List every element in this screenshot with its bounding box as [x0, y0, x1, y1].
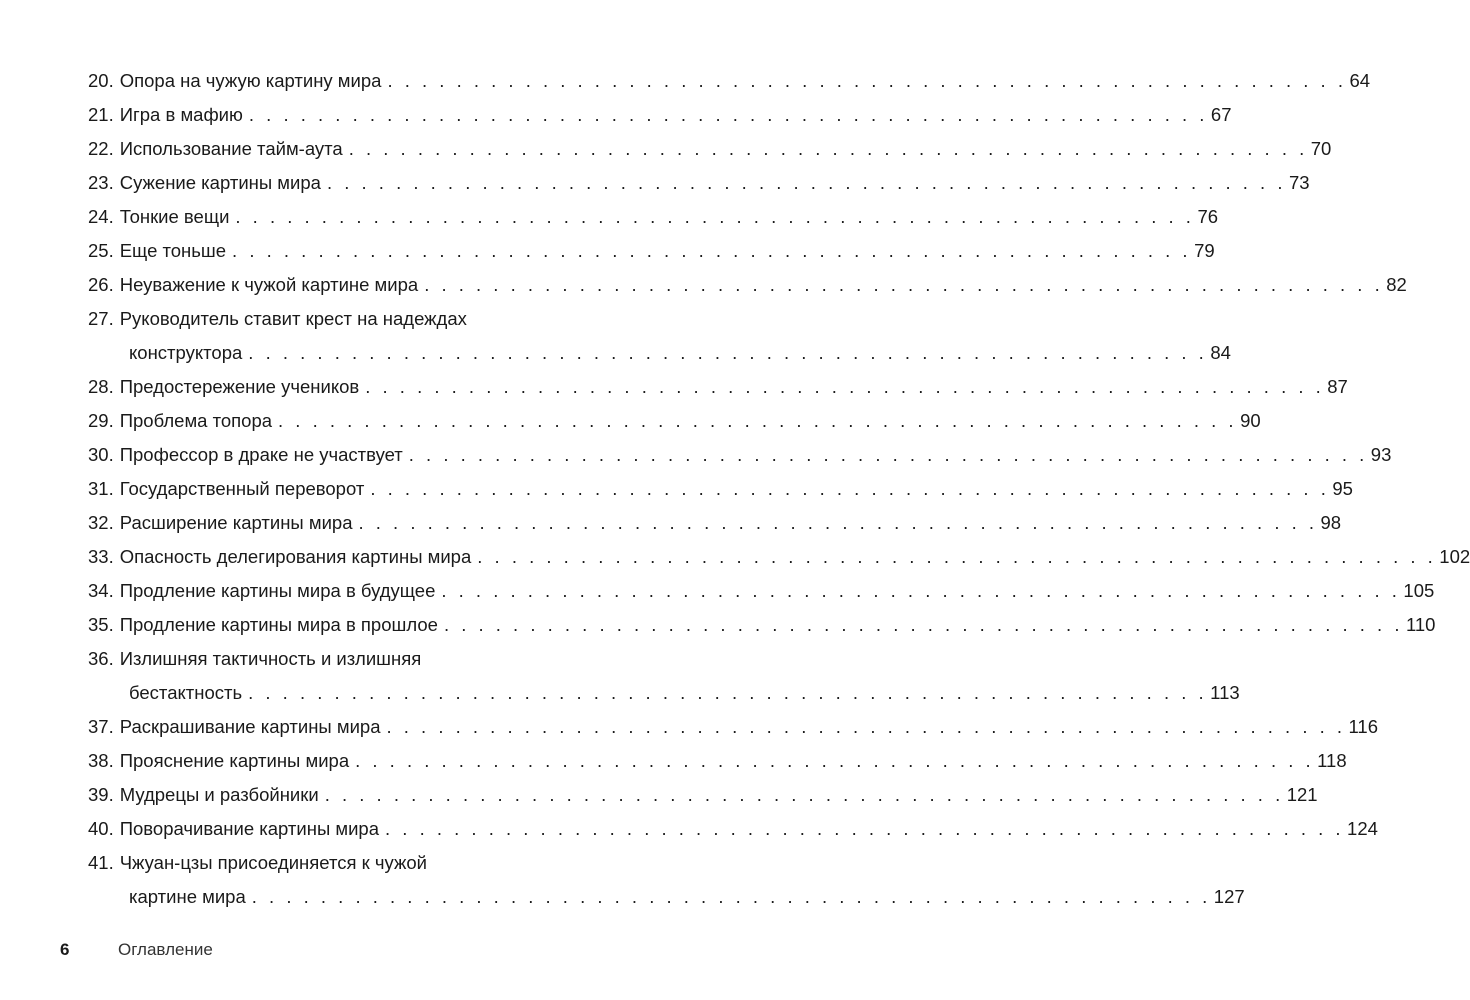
toc-entry-page: 110 [1405, 614, 1436, 635]
toc-entry-number: 26. [88, 274, 114, 295]
toc-entry-page: 90 [1240, 410, 1261, 431]
toc-entry-number: 37. [88, 716, 114, 737]
toc-entry-number: 32. [88, 512, 114, 533]
toc-entry-title: Тонкие вещи [119, 206, 230, 227]
toc-entry-page: 116 [1348, 716, 1379, 737]
toc-entry-number: 22. [88, 138, 114, 159]
dot-leader: . . . . . . . . . . . . . . . . . . . . . . . . . . . . . . . . . . . . . . . . . . . . . . . . . . . . . . . . [324, 784, 1284, 805]
toc-entry-title: Руководитель ставит крест на надеждах [119, 308, 467, 329]
toc-entry-number: 28. [88, 376, 114, 397]
toc-entry-page: 95 [1332, 478, 1353, 499]
footer-section-name: Оглавление [118, 940, 213, 959]
toc-entry [88, 608, 1436, 642]
toc-entry [88, 268, 1407, 302]
dot-leader: . . . . . . . . . . . . . . . . . . . . . . . . . . . . . . . . . . . . . . . . . . . . . . . . . . . . . . . . [248, 104, 1208, 125]
toc-entry-number: 27. [88, 308, 114, 329]
toc-entry-title: Раскрашивание картины мира [119, 716, 381, 737]
toc-entry-number: 34. [88, 580, 114, 601]
toc-entry-title: бестактность [129, 682, 243, 703]
toc-entry-title: Использование тайм-аута [119, 138, 343, 159]
toc-entry [88, 778, 1318, 812]
toc-entry-number: 31. [88, 478, 114, 499]
toc-entry-number: 25. [88, 240, 114, 261]
toc-entry-number: 35. [88, 614, 114, 635]
toc-entry-page: 124 [1347, 818, 1378, 839]
dot-leader: . . . . . . . . . . . . . . . . . . . . . . . . . . . . . . . . . . . . . . . . . . . . . . . . . . . . . . . . [370, 478, 1330, 499]
toc-entry-page: 84 [1210, 342, 1231, 363]
dot-leader: . . . . . . . . . . . . . . . . . . . . . . . . . . . . . . . . . . . . . . . . . . . . . . . . . . . . . . . . [326, 172, 1286, 193]
toc-entry-title: Поворачивание картины мира [119, 818, 380, 839]
toc-entry-number: 20. [88, 70, 114, 91]
toc-entry [88, 98, 1232, 132]
toc-entry-number: 23. [88, 172, 114, 193]
dot-leader: . . . . . . . . . . . . . . . . . . . . . . . . . . . . . . . . . . . . . . . . . . . . . . . . . . . . . . . . [385, 818, 1345, 839]
dot-leader: . . . . . . . . . . . . . . . . . . . . . . . . . . . . . . . . . . . . . . . . . . . . . . . . . . . . . . . . [424, 274, 1384, 295]
toc-entry-title: Продление картины мира в будущее [119, 580, 436, 601]
toc-entry-number: 38. [88, 750, 114, 771]
toc-entry-title: Продление картины мира в прошлое [119, 614, 438, 635]
toc-entry-title: конструктора [129, 342, 243, 363]
toc-entry [88, 370, 1348, 404]
toc-entry-page: 70 [1310, 138, 1332, 159]
dot-leader: . . . . . . . . . . . . . . . . . . . . . . . . . . . . . . . . . . . . . . . . . . . . . . . . . . . . . . . . [278, 410, 1238, 431]
toc-entry-title: Сужение картины мира [119, 172, 321, 193]
toc-entry-number: 24. [88, 206, 114, 227]
toc-entry-title: Опора на чужую картину мира [119, 70, 382, 91]
toc-entry [88, 846, 1245, 914]
toc-entry [88, 710, 1379, 744]
toc-entry-title: Проблема топора [119, 410, 273, 431]
toc-entry [88, 200, 1219, 234]
toc-entry-title: Опасность делегирования картины мира [119, 546, 472, 567]
dot-leader: . . . . . . . . . . . . . . . . . . . . . . . . . . . . . . . . . . . . . . . . . . . . . . . . . . . . . . . . [443, 614, 1403, 635]
toc-entry-page: 121 [1286, 784, 1318, 805]
toc-entry [88, 302, 1231, 370]
toc-entry [88, 438, 1392, 472]
dot-leader: . . . . . . . . . . . . . . . . . . . . . . . . . . . . . . . . . . . . . . . . . . . . . . . . . . . . . . . . [232, 240, 1192, 261]
toc-entry-number: 40. [88, 818, 114, 839]
toc-entry-title: Игра в мафию [119, 104, 243, 125]
toc-entry-page: 113 [1210, 682, 1240, 703]
toc-entry-page: 67 [1210, 104, 1232, 125]
toc-entry-page: 93 [1370, 444, 1392, 465]
toc-entry [88, 812, 1378, 846]
toc-entry [88, 404, 1261, 438]
dot-leader: . . . . . . . . . . . . . . . . . . . . . . . . . . . . . . . . . . . . . . . . . . . . . . . . . . . . . . . . [235, 206, 1195, 227]
toc-entry-page: 82 [1386, 274, 1407, 295]
toc-entry-page: 64 [1349, 70, 1371, 91]
toc-entry [88, 472, 1353, 506]
toc-entry [88, 234, 1215, 268]
toc-entry-title: Чжуан-цзы присоединяется к чужой [119, 852, 427, 873]
toc-entry-page: 76 [1197, 206, 1219, 227]
toc-entry-number: 41. [88, 852, 114, 873]
toc-entry-title: Мудрецы и разбойники [119, 784, 319, 805]
toc-entry-number: 30. [88, 444, 114, 465]
toc-entry-title: Еще тоньше [119, 240, 227, 261]
toc-entry-page: 79 [1194, 240, 1215, 261]
toc-entry [88, 642, 1240, 710]
toc-entry-page: 87 [1327, 376, 1348, 397]
dot-leader: . . . . . . . . . . . . . . . . . . . . . . . . . . . . . . . . . . . . . . . . . . . . . . . . . . . . . . . . [441, 580, 1401, 601]
toc-entry-title: Государственный переворот [119, 478, 365, 499]
toc-entry [88, 744, 1347, 778]
toc-entry-number: 29. [88, 410, 114, 431]
toc-entry-title: Излишняя тактичность и излишняя [119, 648, 422, 669]
footer-page-number: 6 [60, 940, 70, 959]
toc-entry-title: Предостережение учеников [119, 376, 360, 397]
dot-leader: . . . . . . . . . . . . . . . . . . . . . . . . . . . . . . . . . . . . . . . . . . . . . . . . . . . . . . . . [358, 512, 1318, 533]
toc-entry-page: 105 [1403, 580, 1435, 601]
dot-leader: . . . . . . . . . . . . . . . . . . . . . . . . . . . . . . . . . . . . . . . . . . . . . . . . . . . . . . . . [248, 682, 1208, 703]
toc-entry-title: Расширение картины мира [119, 512, 353, 533]
toc-entry-title: картине мира [129, 886, 246, 907]
toc-entry-page: 73 [1288, 172, 1310, 193]
toc-entry-page: 118 [1317, 750, 1347, 771]
toc-entry-title: Прояснение картины мира [119, 750, 350, 771]
toc-entry-number: 39. [88, 784, 114, 805]
page-footer [60, 940, 213, 960]
table-of-contents [88, 64, 1470, 914]
toc-entry [88, 506, 1342, 540]
dot-leader: . . . . . . . . . . . . . . . . . . . . . . . . . . . . . . . . . . . . . . . . . . . . . . . . . . . . . . . . [408, 444, 1368, 465]
dot-leader: . . . . . . . . . . . . . . . . . . . . . . . . . . . . . . . . . . . . . . . . . . . . . . . . . . . . . . . . [365, 376, 1325, 397]
toc-entry-number: 36. [88, 648, 114, 669]
toc-entry [88, 540, 1470, 574]
toc-entry-title: Неуважение к чужой картине мира [119, 274, 419, 295]
dot-leader: . . . . . . . . . . . . . . . . . . . . . . . . . . . . . . . . . . . . . . . . . . . . . . . . . . . . . . . . [251, 886, 1211, 907]
dot-leader: . . . . . . . . . . . . . . . . . . . . . . . . . . . . . . . . . . . . . . . . . . . . . . . . . . . . . . . . [477, 546, 1437, 567]
toc-entry [88, 166, 1310, 200]
dot-leader: . . . . . . . . . . . . . . . . . . . . . . . . . . . . . . . . . . . . . . . . . . . . . . . . . . . . . . . . [355, 750, 1315, 771]
toc-entry-page: 102 [1439, 546, 1470, 567]
toc-entry-title: Профессор в драке не участвует [119, 444, 403, 465]
toc-entry [88, 64, 1371, 98]
toc-entry [88, 574, 1435, 608]
toc-entry-number: 33. [88, 546, 114, 567]
toc-entry-page: 98 [1320, 512, 1342, 533]
dot-leader: . . . . . . . . . . . . . . . . . . . . . . . . . . . . . . . . . . . . . . . . . . . . . . . . . . . . . . . . [387, 70, 1347, 91]
dot-leader: . . . . . . . . . . . . . . . . . . . . . . . . . . . . . . . . . . . . . . . . . . . . . . . . . . . . . . . . [386, 716, 1346, 737]
toc-entry-number: 21. [88, 104, 114, 125]
toc-entry-page: 127 [1213, 886, 1245, 907]
dot-leader: . . . . . . . . . . . . . . . . . . . . . . . . . . . . . . . . . . . . . . . . . . . . . . . . . . . . . . . . [248, 342, 1208, 363]
toc-entry [88, 132, 1332, 166]
dot-leader: . . . . . . . . . . . . . . . . . . . . . . . . . . . . . . . . . . . . . . . . . . . . . . . . . . . . . . . . [348, 138, 1308, 159]
